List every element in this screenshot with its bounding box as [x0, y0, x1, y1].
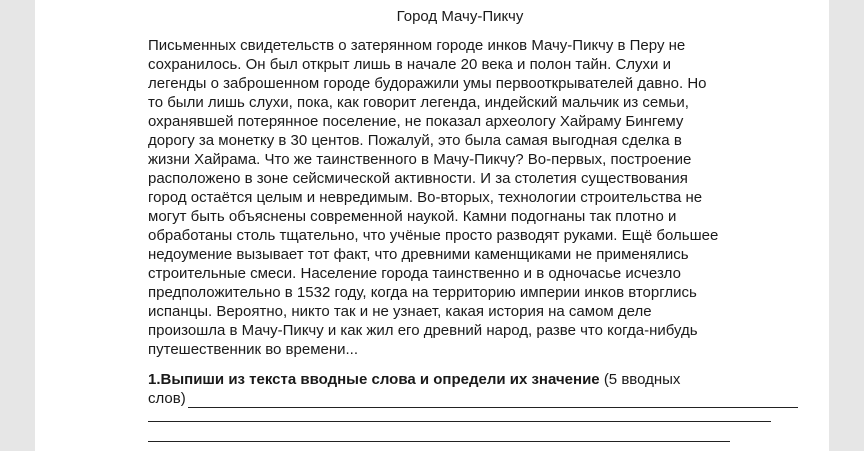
answer-line[interactable]	[148, 441, 730, 442]
paragraph-line: строительные смеси. Население города таинственно и в одночасье исчезло	[148, 265, 681, 282]
paragraph-line: могут быть объяснены современной наукой. Камни подогнаны так плотно и	[148, 208, 677, 225]
document-paragraph	[148, 36, 788, 359]
paragraph-line: расположено в зоне сейсмической активности. И за столетия существования	[148, 170, 688, 187]
paragraph-line: произошла в Мачу-Пикчу и как жил его древний народ, разве что когда-нибудь	[148, 322, 698, 339]
worksheet-page	[35, 0, 829, 451]
answer-line[interactable]	[188, 392, 798, 408]
paragraph-line: путешественник во времени...	[148, 341, 359, 358]
answer-line[interactable]	[148, 421, 771, 422]
paragraph-line: испанцы. Вероятно, никто так и не узнает, какая история на самом деле	[148, 303, 652, 320]
paragraph-line: предположительно в 1532 году, когда на территорию империи инков вторглись	[148, 284, 697, 301]
paragraph-line: сохранилось. Он был открыт лишь в начале 20 века и полон тайн. Слухи и	[148, 56, 671, 73]
paragraph-line: обработаны столь тщательно, что учёные просто разводят руками. Ещё большее	[148, 227, 719, 244]
paragraph-line: Письменных свидетельств о затерянном городе инков Мачу-Пикчу в Перу не	[148, 37, 686, 54]
paragraph-line: город остаётся целым и невредимым. Во-вторых, технологии строительства не	[148, 189, 703, 206]
task-note-continued: слов)	[148, 390, 186, 407]
paragraph-line: то были лишь слухи, пока, как говорит легенда, индейский мальчик из семьи,	[148, 94, 689, 111]
task-line-1	[148, 370, 798, 389]
paragraph-line: легенды о заброшенном городе будоражили умы первооткрывателей давно. Но	[148, 75, 707, 92]
paragraph-line: охранявшей потерянное поселение, не показал археологу Хайраму Бингему	[148, 113, 684, 130]
task-question: 1.Выпиши из текста вводные слова и определи их значение	[148, 371, 600, 388]
paragraph-line: дорогу за монетку в 30 центов. Пожалуй, это была самая выгодная сделка в	[148, 132, 682, 149]
task-line-2	[148, 389, 798, 408]
task-note: (5 вводных	[603, 371, 681, 388]
task-block	[148, 370, 798, 408]
paragraph-line: недоумение вызывает тот факт, что древними каменщиками не применялись	[148, 246, 689, 263]
document-title: Город Мачу-Пикчу	[396, 8, 524, 25]
paragraph-line: жизни Хайрама. Что же таинственного в Мачу-Пикчу? Во-первых, построение	[148, 151, 692, 168]
